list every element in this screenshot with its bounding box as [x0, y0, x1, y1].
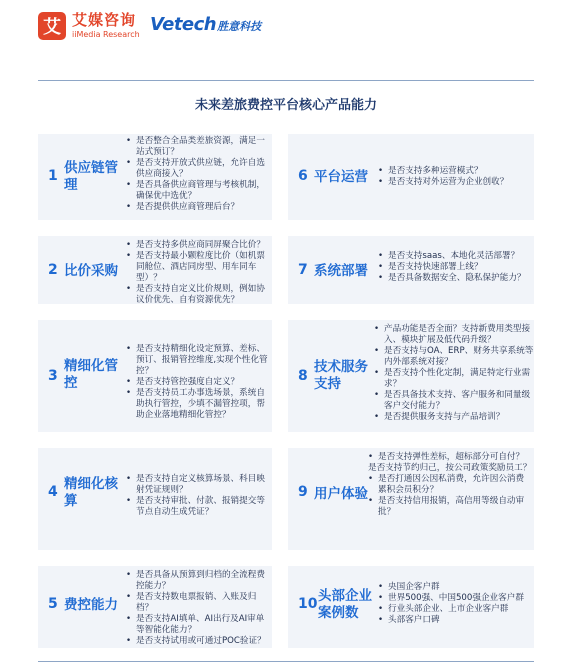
bullet-item: • 是否支持个性化定制，满足特定行业需求？: [374, 368, 534, 390]
iimedia-logo: [38, 12, 140, 40]
capability-name: 系统部署: [314, 263, 368, 279]
capability-name: 头部企业案例数: [318, 588, 372, 621]
capability-block-4: [38, 448, 272, 550]
capability-number: 4: [48, 484, 58, 500]
capability-block-1: [38, 134, 272, 220]
bullet-item: • 是否支持最小颗粒度比价（如机票同舱位、酒店同房型、用车同车型）？: [126, 251, 268, 284]
capability-bullets: [378, 582, 534, 626]
capability-name: 比价采购: [64, 263, 118, 279]
vetech-logo-cn: 胜意科技: [217, 20, 262, 33]
capability-number: 3: [48, 368, 58, 384]
capability-block-8: [288, 320, 534, 432]
bullet-item: • 是否支持AI填单、AI出行及AI审单等智能化能力？: [126, 614, 268, 636]
capability-number: 7: [298, 262, 308, 278]
vetech-logo-en: Vetech: [150, 14, 217, 35]
bullet-item: • 是否支持与OA、ERP、财务共享系统等内外部系统对接？: [374, 346, 534, 368]
bullet-item: • 是否提供供应商管理后台？: [126, 202, 268, 213]
bottom-divider: [38, 661, 534, 662]
bullet-item: • 是否支持自定义核算场景、科目映射凭证规则？: [126, 474, 268, 496]
capability-number: 6: [298, 168, 308, 184]
bullet-item: • 是否打通因公因私消费，允许因公消费累积会员积分？: [368, 474, 532, 496]
capability-number: 2: [48, 262, 58, 278]
bullet-item: • 是否支持快速部署上线？: [378, 262, 534, 273]
bullet-item: • 是否支持数电票报销、入账及归档？: [126, 592, 268, 614]
bullet-item: • 央国企客户群: [378, 582, 534, 593]
capability-bullets: [126, 240, 268, 306]
capability-block-9: [288, 448, 534, 550]
capability-number: 1: [48, 168, 58, 184]
capability-block-5: [38, 566, 272, 648]
capability-number: 5: [48, 596, 58, 612]
capability-bullets: [378, 251, 534, 284]
bullet-item: • 是否支持管控强度自定义？: [126, 377, 268, 388]
bullet-item: • 是否具备技术支持、客户服务和同量级客户交付能力？: [374, 390, 534, 412]
bullet-item: • 产品功能是否全面？支持新费用类型接入、模块扩展及低代码升级？: [374, 324, 534, 346]
header: [0, 0, 572, 64]
bullet-item: • 是否具备从预算到归档的全流程费控能力？: [126, 570, 268, 592]
bullet-item: • 是否支持弹性差标，超标部分可自付？: [368, 452, 532, 463]
capability-number: 8: [298, 368, 308, 384]
capability-number: 9: [298, 484, 308, 500]
capability-name: 供应链管理: [64, 160, 118, 193]
page-title: 未来差旅费控平台核心产品能力: [194, 98, 377, 113]
capability-name: 技术服务支持: [314, 359, 368, 392]
bullet-item: • 是否支持多种运营模式？: [378, 166, 534, 177]
capability-block-7: [288, 236, 534, 304]
iimedia-logo-mark: 艾: [38, 12, 66, 40]
bullet-item: • 行业头部企业、上市企业客户群: [378, 604, 534, 615]
capability-name: 费控能力: [64, 597, 118, 613]
capability-bullets: [126, 136, 268, 213]
capability-bullets: [374, 324, 534, 423]
capability-block-3: [38, 320, 272, 432]
capability-name: 精细化管控: [64, 358, 118, 391]
bullet-item: • 是否具备供应商管理与考核机制，确保优中选优？: [126, 180, 268, 202]
bullet-item: • 是否支持精细化设定预算、差标、预订、报销管控维度,实现个性化管控？: [126, 344, 268, 377]
bullet-item: • 头部客户口碑: [378, 615, 534, 626]
bullet-item: • 是否支持对外运营为企业创收？: [378, 177, 534, 188]
capability-bullets: [368, 452, 532, 518]
capability-number: 10: [298, 596, 318, 612]
capability-name: 精细化核算: [64, 476, 118, 509]
bullet-item: • 是否支持信用报销，高信用等级自动审批？: [368, 496, 532, 518]
capability-name: 平台运营: [314, 169, 368, 185]
capability-bullets: [126, 344, 268, 421]
capability-bullets: [126, 570, 268, 647]
bullet-item: • 是否具备数据安全、隐私保护能力？: [378, 273, 534, 284]
bullet-item: • 是否支持员工办事选场景，系统自助执行管控，少填不漏管控项，帮助企业落地精细化管控？: [126, 388, 268, 421]
capability-name: 用户体验: [314, 486, 368, 502]
capability-bullets: [378, 166, 534, 188]
bullet-item: • 是否支持自定义比价规则，例如协议价优先、自有资源优先？: [126, 284, 268, 306]
bullet-item: • 是否支持多供应商同屏聚合比价？: [126, 240, 268, 251]
iimedia-logo-en: iiMedia Research: [72, 30, 140, 39]
bullet-item: • 是否提供服务支持与产品培训？: [374, 412, 534, 423]
bullet-item: • 世界500强、中国500强企业客户群: [378, 593, 534, 604]
iimedia-logo-cn: 艾媒咨询: [72, 11, 137, 29]
top-divider: [38, 80, 534, 81]
capability-block-10: [288, 566, 534, 648]
capability-bullets: [126, 474, 268, 518]
bullet-item: • 是否支持试用或可通过POC验证？: [126, 636, 268, 647]
capability-block-6: [288, 134, 534, 220]
bullet-item: 是否支持节约归己，按公司政策奖励员工？: [368, 463, 532, 473]
bullet-item: • 是否支持saas、本地化灵活部署？: [378, 251, 534, 262]
bullet-item: • 是否支持开放式供应链，允许自选供应商接入？: [126, 158, 268, 180]
bullet-item: • 是否支持审批、付款、报销提交等节点自动生成凭证？: [126, 496, 268, 518]
capability-block-2: [38, 236, 272, 304]
bullet-item: • 是否整合全品类差旅资源，满足一站式预订？: [126, 136, 268, 158]
vetech-logo: [150, 14, 261, 35]
